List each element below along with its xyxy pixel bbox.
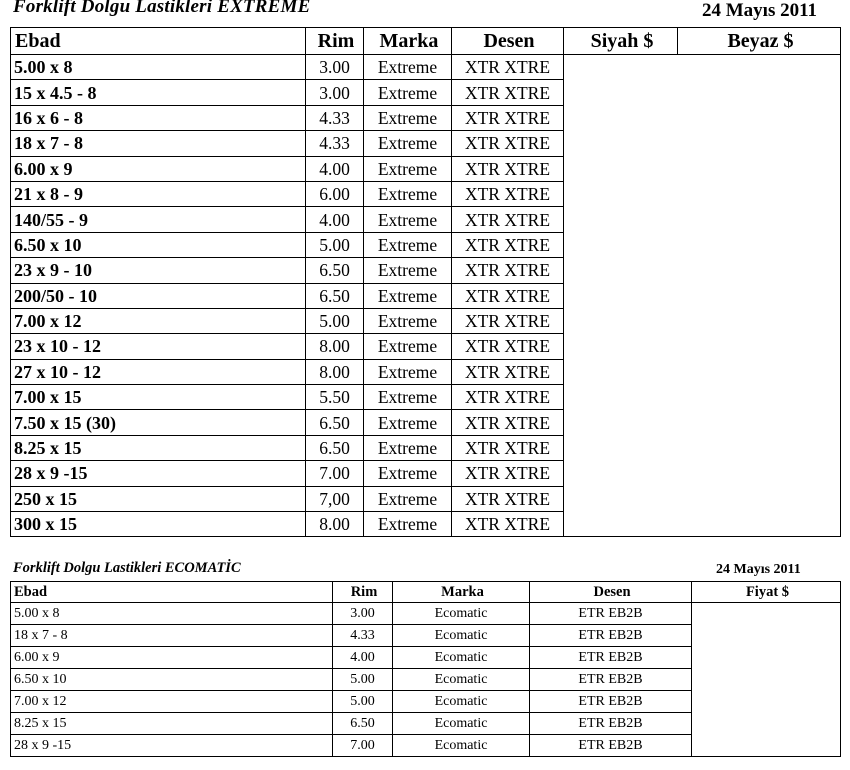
extreme-price-table: [10, 27, 841, 537]
cell-rim: 4.33: [306, 131, 364, 156]
cell-desen: ETR EB2B: [530, 669, 692, 691]
cell-ebad: 6.50 x 10: [11, 232, 306, 257]
cell-desen: XTR XTRE: [452, 435, 564, 460]
cell-price-empty: [564, 105, 678, 130]
cell-price-empty: [678, 359, 841, 384]
cell-price-empty: [678, 435, 841, 460]
table-row: [11, 713, 841, 735]
table-row: [11, 80, 841, 105]
cell-price-empty: [564, 334, 678, 359]
cell-rim: 4.33: [333, 625, 393, 647]
cell-price-empty: [678, 207, 841, 232]
cell-rim: 7.00: [306, 461, 364, 486]
cell-marka: Extreme: [364, 105, 452, 130]
header-desen: Desen: [530, 582, 692, 603]
header-marka: Marka: [393, 582, 530, 603]
table-row: [11, 55, 841, 80]
cell-marka: Ecomatic: [393, 603, 530, 625]
cell-rim: 6.50: [306, 435, 364, 460]
header-siyah: Siyah $: [564, 28, 678, 55]
cell-ebad: 8.25 x 15: [11, 713, 333, 735]
cell-rim: 6.00: [306, 181, 364, 206]
cell-marka: Ecomatic: [393, 625, 530, 647]
cell-ebad: 18 x 7 - 8: [11, 131, 306, 156]
cell-price-empty: [564, 80, 678, 105]
cell-price-empty: [678, 156, 841, 181]
cell-desen: XTR XTRE: [452, 385, 564, 410]
table-row: [11, 258, 841, 283]
cell-price-empty: [678, 258, 841, 283]
cell-rim: 4.00: [306, 156, 364, 181]
cell-price-empty: [564, 512, 678, 537]
cell-price-empty: [564, 461, 678, 486]
cell-price-empty: [678, 105, 841, 130]
cell-desen: ETR EB2B: [530, 603, 692, 625]
table-row: [11, 105, 841, 130]
cell-rim: 5.00: [333, 691, 393, 713]
table-row: [11, 410, 841, 435]
cell-marka: Extreme: [364, 156, 452, 181]
header-beyaz: Beyaz $: [678, 28, 841, 55]
cell-marka: Extreme: [364, 283, 452, 308]
cell-desen: XTR XTRE: [452, 55, 564, 80]
cell-desen: ETR EB2B: [530, 735, 692, 757]
cell-ebad: 15 x 4.5 - 8: [11, 80, 306, 105]
extreme-section-date: 24 Mayıs 2011: [702, 0, 818, 21]
cell-desen: ETR EB2B: [530, 713, 692, 735]
cell-rim: 5.00: [306, 308, 364, 333]
cell-ebad: 23 x 10 - 12: [11, 334, 306, 359]
cell-marka: Extreme: [364, 207, 452, 232]
cell-rim: 8.00: [306, 334, 364, 359]
cell-price-empty: [678, 512, 841, 537]
cell-marka: Ecomatic: [393, 647, 530, 669]
cell-ebad: 7.00 x 12: [11, 308, 306, 333]
cell-price-empty: [564, 207, 678, 232]
cell-ebad: 200/50 - 10: [11, 283, 306, 308]
cell-price-empty: [564, 359, 678, 384]
cell-rim: 5.00: [333, 669, 393, 691]
cell-price-empty: [692, 735, 841, 757]
cell-desen: XTR XTRE: [452, 486, 564, 511]
cell-rim: 5.00: [306, 232, 364, 257]
cell-marka: Extreme: [364, 359, 452, 384]
cell-desen: XTR XTRE: [452, 232, 564, 257]
header-ebad: Ebad: [11, 28, 306, 55]
cell-ebad: 140/55 - 9: [11, 207, 306, 232]
ecomatic-section-title: Forklift Dolgu Lastikleri ECOMATİC: [13, 560, 241, 576]
cell-price-empty: [678, 334, 841, 359]
cell-ebad: 7.00 x 15: [11, 385, 306, 410]
cell-desen: XTR XTRE: [452, 308, 564, 333]
cell-desen: XTR XTRE: [452, 156, 564, 181]
cell-price-empty: [678, 181, 841, 206]
cell-ebad: 250 x 15: [11, 486, 306, 511]
cell-marka: Ecomatic: [393, 669, 530, 691]
cell-ebad: 5.00 x 8: [11, 603, 333, 625]
cell-marka: Extreme: [364, 55, 452, 80]
table-row: [11, 512, 841, 537]
cell-ebad: 6.00 x 9: [11, 156, 306, 181]
cell-price-empty: [692, 691, 841, 713]
cell-rim: 7,00: [306, 486, 364, 511]
table-row: [11, 625, 841, 647]
cell-price-empty: [678, 486, 841, 511]
cell-rim: 5.50: [306, 385, 364, 410]
cell-desen: ETR EB2B: [530, 625, 692, 647]
cell-ebad: 21 x 8 - 9: [11, 181, 306, 206]
cell-desen: XTR XTRE: [452, 80, 564, 105]
cell-ebad: 6.00 x 9: [11, 647, 333, 669]
cell-marka: Ecomatic: [393, 691, 530, 713]
ecomatic-section-date: 24 Mayıs 2011: [716, 562, 801, 577]
cell-ebad: 5.00 x 8: [11, 55, 306, 80]
cell-price-empty: [564, 410, 678, 435]
cell-desen: XTR XTRE: [452, 461, 564, 486]
table-row: [11, 232, 841, 257]
cell-price-empty: [692, 647, 841, 669]
cell-price-empty: [564, 435, 678, 460]
cell-price-empty: [564, 258, 678, 283]
cell-desen: XTR XTRE: [452, 181, 564, 206]
cell-desen: XTR XTRE: [452, 207, 564, 232]
cell-desen: ETR EB2B: [530, 691, 692, 713]
table-row: [11, 486, 841, 511]
cell-marka: Ecomatic: [393, 713, 530, 735]
cell-price-empty: [678, 131, 841, 156]
cell-ebad: 16 x 6 - 8: [11, 105, 306, 130]
cell-marka: Ecomatic: [393, 735, 530, 757]
cell-marka: Extreme: [364, 308, 452, 333]
cell-marka: Extreme: [364, 334, 452, 359]
table-row: [11, 131, 841, 156]
cell-price-empty: [678, 283, 841, 308]
header-rim: Rim: [306, 28, 364, 55]
extreme-section-title: Forklift Dolgu Lastikleri EXTREME: [13, 0, 311, 17]
cell-price-empty: [678, 410, 841, 435]
table-row: [11, 283, 841, 308]
cell-desen: XTR XTRE: [452, 283, 564, 308]
cell-ebad: 23 x 9 - 10: [11, 258, 306, 283]
cell-ebad: 8.25 x 15: [11, 435, 306, 460]
cell-rim: 4.33: [306, 105, 364, 130]
table-row: [11, 735, 841, 757]
cell-price-empty: [564, 486, 678, 511]
cell-price-empty: [678, 461, 841, 486]
cell-price-empty: [678, 55, 841, 80]
cell-rim: 6.50: [306, 258, 364, 283]
cell-ebad: 300 x 15: [11, 512, 306, 537]
header-rim: Rim: [333, 582, 393, 603]
header-desen: Desen: [452, 28, 564, 55]
cell-desen: XTR XTRE: [452, 131, 564, 156]
table-row: [11, 603, 841, 625]
cell-rim: 6.50: [306, 283, 364, 308]
cell-ebad: 7.50 x 15 (30): [11, 410, 306, 435]
cell-rim: 3.00: [306, 55, 364, 80]
table-row: [11, 308, 841, 333]
cell-rim: 4.00: [306, 207, 364, 232]
table-row: [11, 359, 841, 384]
cell-marka: Extreme: [364, 258, 452, 283]
cell-price-empty: [564, 283, 678, 308]
cell-marka: Extreme: [364, 181, 452, 206]
cell-desen: XTR XTRE: [452, 105, 564, 130]
cell-desen: XTR XTRE: [452, 359, 564, 384]
table-row: [11, 156, 841, 181]
cell-rim: 4.00: [333, 647, 393, 669]
cell-price-empty: [678, 80, 841, 105]
cell-rim: 6.50: [333, 713, 393, 735]
cell-price-empty: [564, 232, 678, 257]
cell-rim: 3.00: [333, 603, 393, 625]
cell-desen: XTR XTRE: [452, 410, 564, 435]
cell-ebad: 28 x 9 -15: [11, 461, 306, 486]
cell-desen: XTR XTRE: [452, 258, 564, 283]
cell-price-empty: [692, 669, 841, 691]
cell-ebad: 6.50 x 10: [11, 669, 333, 691]
cell-price-empty: [564, 308, 678, 333]
table-row: [11, 181, 841, 206]
cell-ebad: 18 x 7 - 8: [11, 625, 333, 647]
cell-rim: 6.50: [306, 410, 364, 435]
cell-marka: Extreme: [364, 461, 452, 486]
cell-marka: Extreme: [364, 80, 452, 105]
table-header-row: [11, 582, 841, 603]
cell-marka: Extreme: [364, 435, 452, 460]
cell-desen: XTR XTRE: [452, 334, 564, 359]
cell-price-empty: [564, 181, 678, 206]
cell-price-empty: [678, 385, 841, 410]
table-header-row: [11, 28, 841, 55]
table-row: [11, 207, 841, 232]
table-row: [11, 461, 841, 486]
cell-rim: 7.00: [333, 735, 393, 757]
cell-ebad: 27 x 10 - 12: [11, 359, 306, 384]
table-row: [11, 669, 841, 691]
table-row: [11, 647, 841, 669]
table-row: [11, 385, 841, 410]
cell-price-empty: [692, 625, 841, 647]
header-marka: Marka: [364, 28, 452, 55]
table-row: [11, 691, 841, 713]
cell-price-empty: [564, 131, 678, 156]
cell-price-empty: [678, 308, 841, 333]
cell-rim: 8.00: [306, 359, 364, 384]
cell-price-empty: [564, 385, 678, 410]
cell-price-empty: [678, 232, 841, 257]
table-row: [11, 435, 841, 460]
cell-desen: ETR EB2B: [530, 647, 692, 669]
cell-marka: Extreme: [364, 512, 452, 537]
cell-desen: XTR XTRE: [452, 512, 564, 537]
cell-rim: 3.00: [306, 80, 364, 105]
cell-marka: Extreme: [364, 131, 452, 156]
header-fiyat: Fiyat $: [692, 582, 841, 603]
cell-marka: Extreme: [364, 385, 452, 410]
ecomatic-price-table: [10, 581, 841, 757]
cell-price-empty: [564, 55, 678, 80]
cell-marka: Extreme: [364, 410, 452, 435]
cell-price-empty: [564, 156, 678, 181]
cell-price-empty: [692, 713, 841, 735]
header-ebad: Ebad: [11, 582, 333, 603]
cell-marka: Extreme: [364, 486, 452, 511]
cell-ebad: 28 x 9 -15: [11, 735, 333, 757]
cell-ebad: 7.00 x 12: [11, 691, 333, 713]
cell-rim: 8.00: [306, 512, 364, 537]
cell-price-empty: [692, 603, 841, 625]
table-row: [11, 334, 841, 359]
cell-marka: Extreme: [364, 232, 452, 257]
